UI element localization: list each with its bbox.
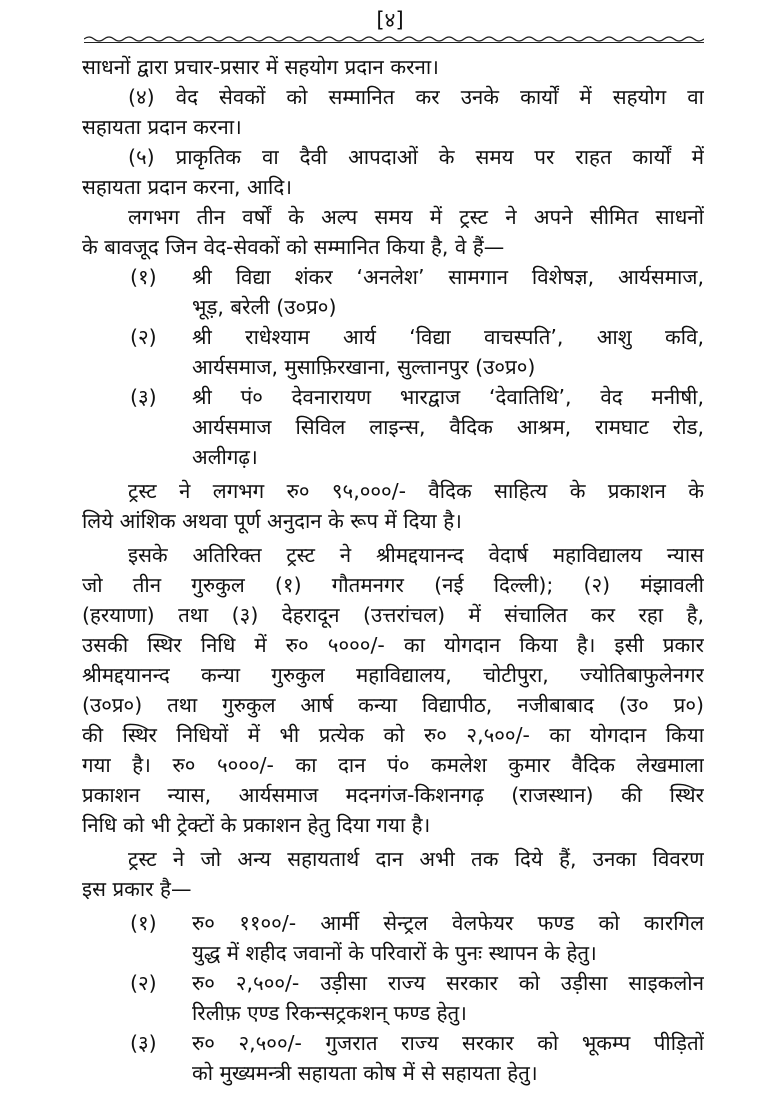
- text-line: इस प्रकार है—: [82, 877, 192, 901]
- text-line: आर्यसमाज सिविल लाइन्स, वैदिक आश्रम, रामघाट रोड,: [192, 415, 704, 439]
- text-line: उसकी स्थिर निधि में रु० ५०००/- का योगदान किया है। इसी प्रकार: [82, 633, 704, 657]
- text-line: सहायता प्रदान करना, आदि।: [82, 175, 292, 199]
- text-line: (हरयाणा) तथा (३) देहरादून (उत्तरांचल) में संचालित कर रहा है,: [82, 603, 704, 627]
- text-line: (उ०प्र०) तथा गुरुकुल आर्ष कन्या विद्यापीठ, नजीबाबाद (उ० प्र०): [82, 693, 704, 717]
- list-number: (३): [130, 1031, 157, 1055]
- text-line: रु० ११००/- आर्मी सेन्ट्रल वेलफेयर फण्ड को कारगिल: [192, 911, 704, 935]
- decorative-wavy-rule: [84, 34, 704, 44]
- text-line: लिये आंशिक अथवा पूर्ण अनुदान के रूप में दिया है।: [82, 509, 462, 533]
- text-line: सहायता प्रदान करना।: [82, 115, 242, 139]
- honoree-item: [82, 382, 704, 472]
- page-number: [४]: [376, 8, 404, 32]
- text-line: रु० २,५००/- उड़ीसा राज्य सरकार को उड़ीसा साइकलोन: [192, 971, 704, 995]
- text-line: श्रीमद्दयानन्द कन्या गुरुकुल महाविद्यालय, चोटीपुरा, ज्योतिबाफुलेनगर: [82, 663, 704, 687]
- text-line: रु० २,५००/- गुजरात राज्य सरकार को भूकम्प पीड़ितों: [192, 1031, 704, 1055]
- list-number: (२): [130, 971, 157, 995]
- list-number: (१): [130, 911, 157, 935]
- honoree-item: [82, 262, 704, 322]
- list-number: (२): [130, 325, 157, 349]
- text-line: युद्ध में शहीद जवानों के परिवारों के पुनः स्थापन के हेतु।: [192, 941, 597, 965]
- donation-item: [82, 1028, 704, 1088]
- list-number: (३): [130, 385, 157, 409]
- page-body: [82, 52, 704, 1088]
- text-line: श्री विद्या शंकर ‘अनलेश’ सामगान विशेषज्ञ, आर्यसमाज,: [192, 265, 704, 289]
- text-line: प्रकाशन न्यास, आर्यसमाज मदनगंज-किशनगढ़ (राजस्थान) की स्थिर: [82, 783, 704, 807]
- text-line: भूड़, बरेली (उ०प्र०): [192, 295, 337, 319]
- text-line: इसके अतिरिक्त ट्रस्ट ने श्रीमद्दयानन्द वेदार्ष महाविद्यालय न्यास: [128, 543, 704, 567]
- text-line: लगभग तीन वर्षों के अल्प समय में ट्रस्ट ने अपने सीमित साधनों: [128, 205, 704, 229]
- text-line: गया है। रु० ५०००/- का दान पं० कमलेश कुमार वैदिक लेखमाला: [82, 753, 704, 777]
- text-line: श्री राधेश्याम आर्य ‘विद्या वाचस्पति’, आशु कवि,: [192, 325, 704, 349]
- text-line: निधि को भी ट्रेक्टों के प्रकाशन हेतु दिया गया है।: [82, 813, 431, 837]
- text-line: (४) वेद सेवकों को सम्मानित कर उनके कार्यों में सहयोग वा: [128, 85, 704, 109]
- text-line: (५) प्राकृतिक वा दैवी आपदाओं के समय पर राहत कार्यों में: [128, 145, 704, 169]
- text-line: आर्यसमाज, मुसाफ़िरखाना, सुल्तानपुर (उ०प्र०): [192, 355, 536, 379]
- text-line: श्री पं० देवनारायण भारद्वाज ‘देवातिथि’, वेद मनीषी,: [192, 385, 704, 409]
- text-line: रिलीफ़ एण्ड रिकन्सट्रकशन् फण्ड हेतु।: [192, 1001, 467, 1025]
- list-number: (१): [130, 265, 157, 289]
- text-line: को मुख्यमन्त्री सहायता कोष में से सहायता हेतु।: [192, 1061, 538, 1085]
- donation-item: [82, 968, 704, 1028]
- text-line: की स्थिर निधियों में भी प्रत्येक को रु० २,५००/- का योगदान किया: [82, 723, 704, 747]
- text-line: साधनों द्वारा प्रचार-प्रसार में सहयोग प्रदान करना।: [82, 55, 439, 79]
- text-line: अलीगढ़।: [192, 445, 258, 469]
- text-line: जो तीन गुरुकुल (१) गौतमनगर (नई दिल्ली); (२) मंझावली: [82, 573, 704, 597]
- donation-item: [82, 908, 704, 968]
- honoree-item: [82, 322, 704, 382]
- text-line: ट्रस्ट ने लगभग रु० ९५,०००/- वैदिक साहित्य के प्रकाशन के: [128, 479, 704, 503]
- text-line: ट्रस्ट ने जो अन्य सहायतार्थ दान अभी तक दिये हैं, उनका विवरण: [128, 847, 704, 871]
- text-line: के बावजूद जिन वेद-सेवकों को सम्मानित किया है, वे हैं—: [82, 235, 505, 259]
